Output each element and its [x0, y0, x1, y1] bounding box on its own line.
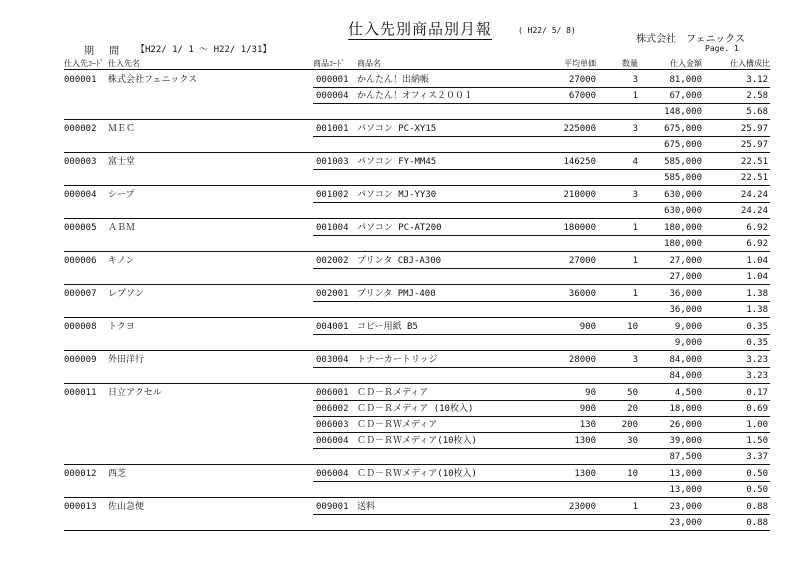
- avg-price: 1300: [574, 469, 596, 479]
- subtotal-ratio: 0.35: [746, 338, 768, 348]
- group-divider: [64, 383, 770, 384]
- supplier-code: 000001: [64, 75, 97, 85]
- table-row: [0, 466, 800, 482]
- amount: 81,000: [669, 75, 702, 85]
- amount: 4,500: [674, 388, 702, 398]
- table-row: [0, 385, 800, 401]
- table-row: [0, 154, 800, 170]
- table-row: [0, 401, 800, 417]
- subtotal-ratio: 1.38: [746, 305, 768, 315]
- period-label: 期 間: [84, 46, 126, 57]
- quantity: 1: [632, 502, 638, 512]
- subtotal-amount: 9,000: [674, 338, 702, 348]
- header-product-code: 商品ｺｰﾄﾞ: [313, 59, 345, 68]
- ratio: 6.92: [746, 223, 768, 233]
- header-supplier-code: 仕入先ｺｰﾄﾞ: [64, 59, 104, 68]
- avg-price: 225000: [563, 124, 596, 134]
- supplier-name: 佐山急便: [108, 502, 145, 512]
- avg-price: 90: [585, 388, 596, 398]
- amount: 180,000: [664, 223, 702, 233]
- subtotal-amount: 13,000: [669, 485, 702, 495]
- supplier-name: 西芝: [108, 469, 127, 479]
- quantity: 3: [632, 124, 638, 134]
- ratio: 22.51: [740, 157, 768, 167]
- ratio: 3.23: [746, 355, 768, 365]
- supplier-code: 000003: [64, 157, 97, 167]
- ratio: 3.12: [746, 75, 768, 85]
- avg-price: 210000: [563, 190, 596, 200]
- subtotal-ratio: 25.97: [740, 140, 768, 150]
- supplier-code: 000004: [64, 190, 97, 200]
- subtotal-amount: 148,000: [664, 107, 702, 117]
- ratio: 0.35: [746, 322, 768, 332]
- avg-price: 36000: [568, 289, 596, 299]
- supplier-name: レプソン: [108, 289, 145, 299]
- product-name: ＣＤ－ＲＷメディア(10枚入): [357, 469, 477, 479]
- table-row: [0, 72, 800, 88]
- supplier-name: トクヨ: [108, 322, 135, 332]
- subtotal-row: [0, 104, 800, 120]
- ratio: 1.04: [746, 256, 768, 266]
- product-name: ＣＤ－Ｒメディア (10枚入): [357, 404, 474, 414]
- subtotal-amount: 36,000: [669, 305, 702, 315]
- ratio: 0.50: [746, 469, 768, 479]
- subtotal-row: [0, 269, 800, 285]
- subtotal-row: [0, 236, 800, 252]
- product-code: 006001: [316, 388, 349, 398]
- product-code: 000004: [316, 91, 349, 101]
- product-code: 006003: [316, 420, 349, 430]
- supplier-code: 000009: [64, 355, 97, 365]
- ratio: 24.24: [740, 190, 768, 200]
- table-row: [0, 286, 800, 302]
- ratio: 0.69: [746, 404, 768, 414]
- subtotal-row: [0, 137, 800, 153]
- product-name: かんたん！出納帳: [357, 75, 430, 85]
- amount: 9,000: [674, 322, 702, 332]
- group-divider: [64, 497, 770, 498]
- subtotal-amount: 27,000: [669, 272, 702, 282]
- supplier-name: キノン: [108, 256, 135, 266]
- amount: 13,000: [669, 469, 702, 479]
- header-supplier-name: 仕入先名: [108, 59, 140, 68]
- subtotal-ratio: 0.88: [746, 518, 768, 528]
- product-code: 002002: [316, 256, 349, 266]
- amount: 67,000: [669, 91, 702, 101]
- product-code: 004001: [316, 322, 349, 332]
- avg-price: 900: [579, 404, 596, 414]
- subtotal-amount: 87,500: [669, 452, 702, 462]
- subtotal-ratio: 3.37: [746, 452, 768, 462]
- avg-price: 67000: [568, 91, 596, 101]
- subtotal-row: [0, 170, 800, 186]
- supplier-code: 000002: [64, 124, 97, 134]
- amount: 26,000: [669, 420, 702, 430]
- amount: 630,000: [664, 190, 702, 200]
- group-divider: [64, 350, 770, 351]
- amount: 18,000: [669, 404, 702, 414]
- quantity: 1: [632, 289, 638, 299]
- avg-price: 1300: [574, 436, 596, 446]
- quantity: 3: [632, 75, 638, 85]
- subtotal-ratio: 3.23: [746, 371, 768, 381]
- group-divider: [64, 119, 770, 120]
- supplier-code: 000012: [64, 469, 97, 479]
- product-code: 009001: [316, 502, 349, 512]
- quantity: 1: [632, 256, 638, 266]
- supplier-name: ＭＥＣ: [108, 124, 136, 134]
- group-divider: [64, 530, 770, 531]
- supplier-name: ＡＢＭ: [108, 223, 136, 233]
- amount: 675,000: [664, 124, 702, 134]
- table-row: [0, 187, 800, 203]
- quantity: 3: [632, 355, 638, 365]
- subtotal-ratio: 6.92: [746, 239, 768, 249]
- table-row: [0, 319, 800, 335]
- avg-price: 23000: [568, 502, 596, 512]
- subtotal-ratio: 24.24: [740, 206, 768, 216]
- product-code: 006004: [316, 469, 349, 479]
- product-name: パソコン MJ-YY30: [357, 190, 437, 200]
- subtotal-row: [0, 335, 800, 351]
- subtotal-row: [0, 482, 800, 498]
- amount: 585,000: [664, 157, 702, 167]
- header-quantity: 数量: [622, 59, 638, 68]
- quantity: 1: [632, 223, 638, 233]
- supplier-code: 000006: [64, 256, 97, 266]
- table-row: [0, 253, 800, 269]
- quantity: 10: [627, 322, 638, 332]
- product-name: パソコン PC-AT200: [357, 223, 442, 233]
- quantity: 4: [632, 157, 638, 167]
- subtotal-row: [0, 302, 800, 318]
- group-divider: [64, 251, 770, 252]
- table-row: [0, 499, 800, 515]
- subtotal-amount: 84,000: [669, 371, 702, 381]
- subtotal-ratio: 0.50: [746, 485, 768, 495]
- avg-price: 146250: [563, 157, 596, 167]
- product-code: 001002: [316, 190, 349, 200]
- product-name: パソコン PC-XY15: [357, 124, 437, 134]
- amount: 36,000: [669, 289, 702, 299]
- product-name: プリンタ CBJ-A300: [357, 256, 442, 266]
- ratio: 1.38: [746, 289, 768, 299]
- subtotal-amount: 675,000: [664, 140, 702, 150]
- report-date: ( H22/ 5/ 8): [518, 26, 576, 35]
- quantity: 10: [627, 469, 638, 479]
- supplier-name: 株式会社フェニックス: [108, 75, 198, 85]
- avg-price: 28000: [568, 355, 596, 365]
- subtotal-row: [0, 449, 800, 465]
- avg-price: 130: [579, 420, 596, 430]
- product-code: 002001: [316, 289, 349, 299]
- supplier-code: 000011: [64, 388, 97, 398]
- product-name: ＣＤ－ＲＷメディア: [357, 420, 438, 430]
- avg-price: 27000: [568, 75, 596, 85]
- product-name: ＣＤ－ＲＷメディア(10枚入): [357, 436, 477, 446]
- table-row: [0, 220, 800, 236]
- ratio: 1.00: [746, 420, 768, 430]
- product-name: かんたん！オフィス２００１: [357, 91, 474, 101]
- amount: 27,000: [669, 256, 702, 266]
- product-code: 001003: [316, 157, 349, 167]
- avg-price: 27000: [568, 256, 596, 266]
- report-title: 仕入先別商品別月報: [348, 20, 493, 38]
- subtotal-row: [0, 203, 800, 219]
- subtotal-amount: 630,000: [664, 206, 702, 216]
- quantity: 200: [621, 420, 638, 430]
- avg-price: 180000: [563, 223, 596, 233]
- product-code: 001001: [316, 124, 349, 134]
- subtotal-amount: 180,000: [664, 239, 702, 249]
- supplier-name: 日立アクセル: [108, 388, 162, 398]
- product-name: コピー用紙 B5: [357, 322, 418, 332]
- page-number: Page. 1: [705, 44, 739, 53]
- subtotal-amount: 585,000: [664, 173, 702, 183]
- header-divider: [64, 69, 770, 70]
- company-name: 株式会社 フェニックス: [636, 34, 745, 45]
- quantity: 30: [627, 436, 638, 446]
- product-name: トナーカートリッジ: [357, 355, 438, 365]
- header-avg-price: 平均単価: [564, 59, 596, 68]
- group-divider: [64, 284, 770, 285]
- table-row: [0, 433, 800, 449]
- amount: 23,000: [669, 502, 702, 512]
- amount: 84,000: [669, 355, 702, 365]
- supplier-name: 富士堂: [108, 157, 136, 167]
- ratio: 1.50: [746, 436, 768, 446]
- product-code: 006004: [316, 436, 349, 446]
- header-ratio: 仕入構成比: [730, 59, 770, 68]
- amount: 39,000: [669, 436, 702, 446]
- product-code: 003004: [316, 355, 349, 365]
- product-name: プリンタ PMJ-400: [357, 289, 436, 299]
- supplier-code: 000008: [64, 322, 97, 332]
- ratio: 25.97: [740, 124, 768, 134]
- header-product-name: 商品名: [357, 59, 381, 68]
- subtotal-row: [0, 515, 800, 531]
- group-divider: [64, 152, 770, 153]
- product-name: パソコン FY-MM45: [357, 157, 437, 167]
- table-row: [0, 417, 800, 433]
- period-value: 【H22/ 1/ 1 ～ H22/ 1/31】: [136, 45, 272, 55]
- product-code: 001004: [316, 223, 349, 233]
- supplier-name: シープ: [108, 190, 135, 200]
- supplier-name: 外田洋行: [108, 355, 145, 365]
- table-row: [0, 121, 800, 137]
- product-name: 送料: [357, 502, 376, 512]
- group-divider: [64, 218, 770, 219]
- product-code: 006002: [316, 404, 349, 414]
- table-row: [0, 88, 800, 104]
- supplier-code: 000005: [64, 223, 97, 233]
- group-divider: [64, 464, 770, 465]
- avg-price: 900: [579, 322, 596, 332]
- ratio: 0.17: [746, 388, 768, 398]
- subtotal-ratio: 22.51: [740, 173, 768, 183]
- subtotal-ratio: 1.04: [746, 272, 768, 282]
- quantity: 3: [632, 190, 638, 200]
- group-divider: [64, 185, 770, 186]
- quantity: 1: [632, 91, 638, 101]
- table-row: [0, 352, 800, 368]
- subtotal-amount: 23,000: [669, 518, 702, 528]
- product-code: 000001: [316, 75, 349, 85]
- ratio: 0.88: [746, 502, 768, 512]
- quantity: 20: [627, 404, 638, 414]
- subtotal-ratio: 5.68: [746, 107, 768, 117]
- quantity: 50: [627, 388, 638, 398]
- group-divider: [64, 317, 770, 318]
- supplier-code: 000013: [64, 502, 97, 512]
- product-name: ＣＤ－Ｒメディア: [357, 388, 429, 398]
- ratio: 2.58: [746, 91, 768, 101]
- header-amount: 仕入金額: [670, 59, 702, 68]
- supplier-code: 000007: [64, 289, 97, 299]
- subtotal-row: [0, 368, 800, 384]
